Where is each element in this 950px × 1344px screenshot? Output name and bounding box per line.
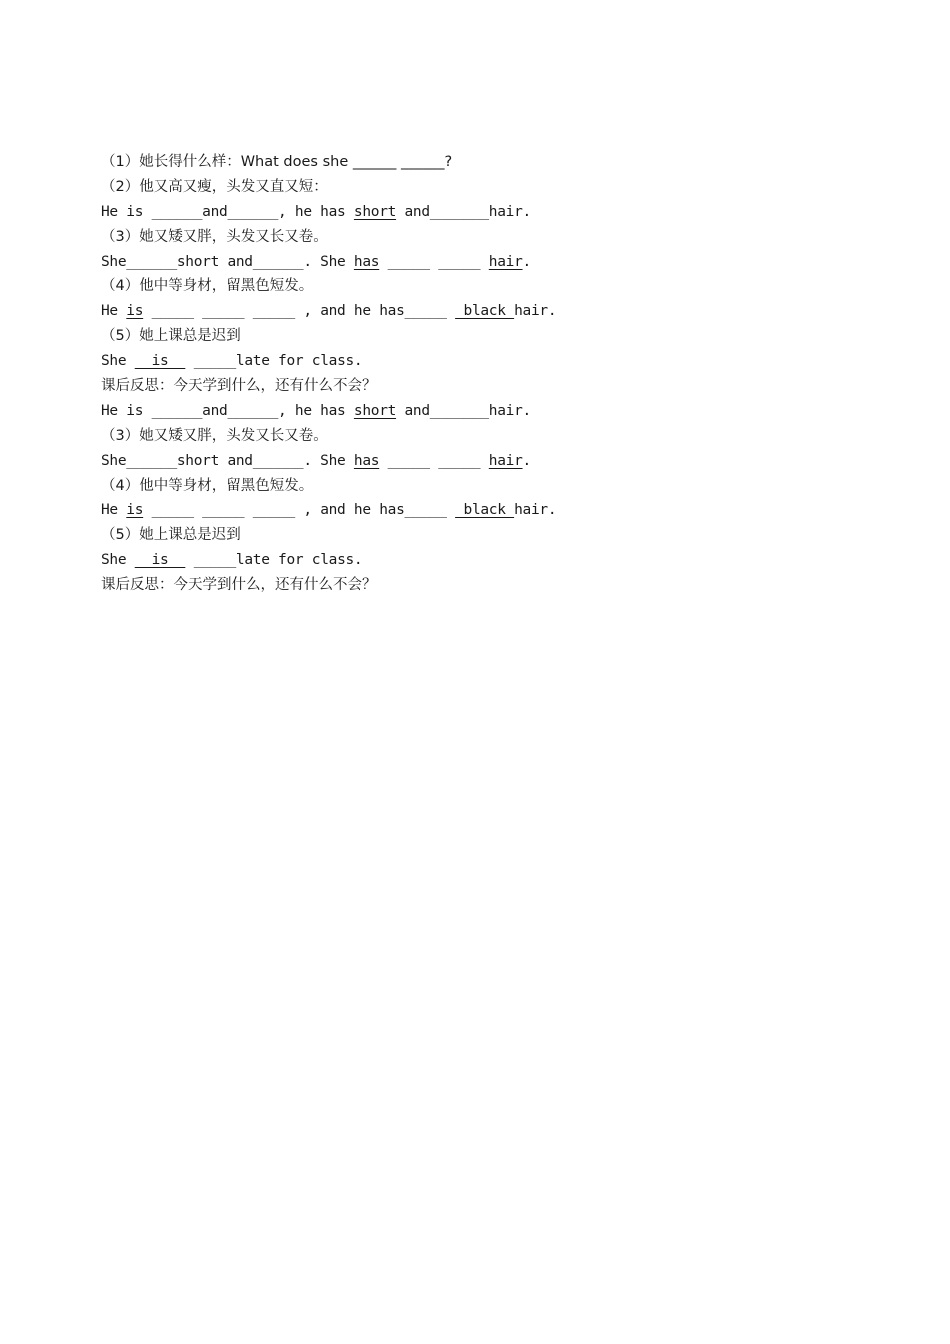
answer-2-repeat-text-a: He is ______and______, he has [101, 402, 354, 419]
answer-5-repeat-underlined-is: is [134, 552, 186, 569]
answer-2 [101, 200, 861, 225]
question-4: （4）他中等身材，留黑色短发。 [101, 278, 314, 295]
answer-3-text-c: . [522, 253, 531, 270]
answer-5-text-b: _____late for class. [185, 353, 363, 370]
answer-4-repeat [101, 498, 861, 523]
answer-2-text-a: He is ______and______, he has [101, 203, 354, 220]
reflection-1: 课后反思：今天学到什么，还有什么不会？ [101, 378, 377, 395]
answer-3-text-a: She______short and______. She [101, 253, 354, 270]
answer-2-repeat-text-b: and_______hair. [396, 402, 531, 419]
answer-4 [101, 299, 861, 324]
answer-3-repeat-text-b: _____ _____ [379, 452, 489, 469]
answer-5 [101, 349, 861, 374]
answer-4-repeat-underlined-is: is [126, 502, 144, 519]
answer-3-repeat-underlined-has: has [353, 452, 380, 469]
question-3-repeat: （3）她又矮又胖，头发又长又卷。 [101, 427, 328, 444]
answer-3-repeat [101, 449, 861, 474]
answer-3-underlined-has: has [353, 253, 380, 270]
answer-4-repeat-text-b: _____ _____ _____ , and he has_____ [143, 502, 456, 519]
question-3: （3）她又矮又胖，头发又长又卷。 [101, 228, 328, 245]
answer-4-text-c: hair. [514, 303, 557, 320]
question-2: （2）他又高又瘦，头发又直又短： [101, 178, 328, 195]
question-4-repeat: （4）他中等身材，留黑色短发。 [101, 477, 314, 494]
answer-3-repeat-text-a: She______short and______. She [101, 452, 354, 469]
answer-2-repeat-underlined-short: short [353, 402, 397, 419]
answer-4-underlined-is: is [126, 303, 144, 320]
answer-2-underlined-short: short [353, 203, 397, 220]
answer-4-repeat-text-c: hair. [514, 502, 557, 519]
question-1: （1）她长得什么样：What does she ______ ______? [101, 154, 453, 170]
answer-5-text-a: She [101, 353, 135, 370]
answer-2-repeat [101, 399, 861, 424]
reflection-2: 课后反思：今天学到什么，还有什么不会？ [101, 577, 377, 594]
answer-3-repeat-underlined-hair: hair [488, 452, 523, 469]
answer-4-repeat-text-a: He [101, 502, 127, 519]
answer-5-repeat [101, 548, 861, 573]
answer-4-text-b: _____ _____ _____ , and he has_____ [143, 303, 456, 320]
answer-4-repeat-underlined-black: black [455, 502, 515, 519]
answer-2-text-b: and_______hair. [396, 203, 531, 220]
answer-5-underlined-is: is [134, 353, 186, 370]
answer-4-underlined-black: black [455, 303, 515, 320]
answer-3-text-b: _____ _____ [379, 253, 489, 270]
answer-3-underlined-hair: hair [488, 253, 523, 270]
answer-3-repeat-text-c: . [522, 452, 531, 469]
question-5-repeat: （5）她上课总是迟到 [101, 527, 241, 544]
answer-5-repeat-text-b: _____late for class. [185, 552, 363, 569]
answer-5-repeat-text-a: She [101, 552, 135, 569]
answer-4-text-a: He [101, 303, 127, 320]
worksheet-body [101, 150, 861, 598]
question-5: （5）她上课总是迟到 [101, 328, 241, 345]
answer-3 [101, 250, 861, 275]
